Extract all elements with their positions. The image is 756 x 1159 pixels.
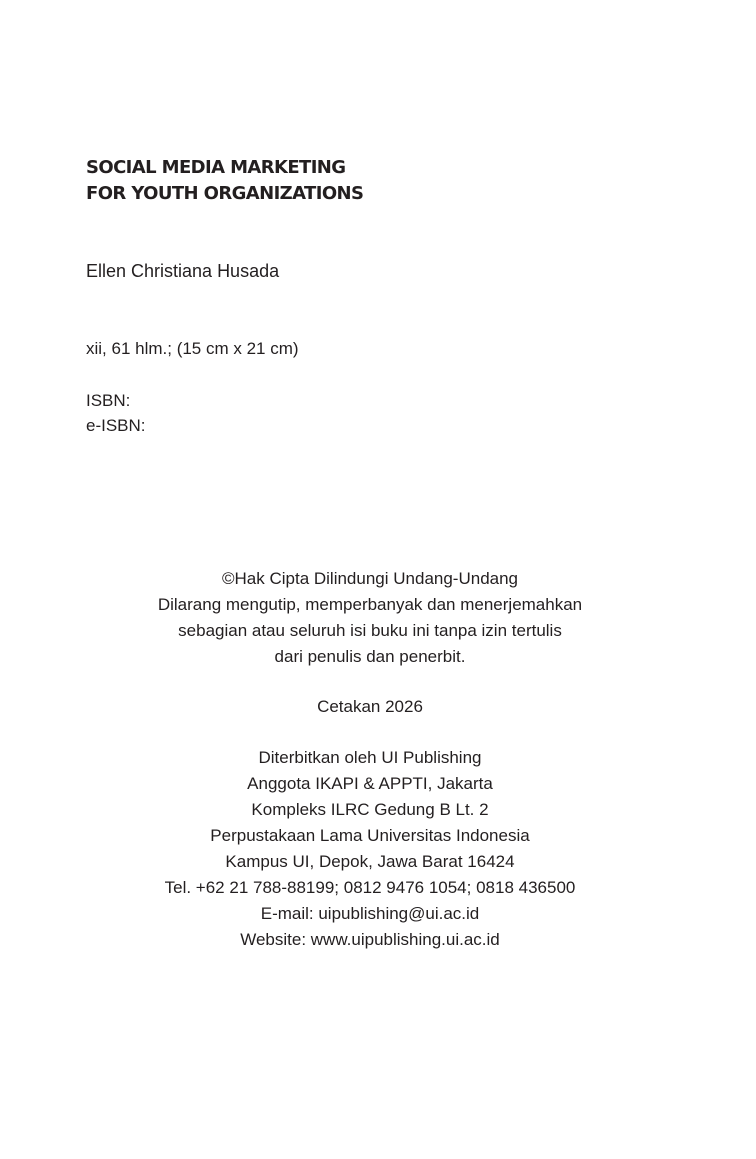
copyright-line-2: Dilarang mengutip, memperbanyak dan menerjemahkan — [157, 595, 583, 614]
publisher-line-3: Kompleks ILRC Gedung B Lt. 2 — [251, 800, 489, 819]
publisher-website: Website: www.uipublishing.ui.ac.id — [240, 930, 500, 949]
publisher-line-4: Perpustakaan Lama Universitas Indonesia — [210, 826, 530, 845]
publisher-block — [0, 745, 740, 953]
book-title — [86, 155, 363, 207]
copyright-line-1: ©Hak Cipta Dilindungi Undang-Undang — [221, 569, 519, 588]
publisher-line-1: Diterbitkan oleh UI Publishing — [258, 748, 482, 767]
isbn-label: ISBN: — [86, 391, 131, 410]
copyright-line-4: dari penulis dan penerbit. — [274, 647, 466, 666]
publisher-line-5: Kampus UI, Depok, Jawa Barat 16424 — [225, 852, 515, 871]
publisher-line-2: Anggota IKAPI & APPTI, Jakarta — [247, 774, 493, 793]
physical-description: xii, 61 hlm.; (15 cm x 21 cm) — [86, 339, 299, 358]
copyright-line-3: sebagian atau seluruh isi buku ini tanpa izin tertulis — [178, 621, 562, 640]
book-title-line-1: SOCIAL MEDIA MARKETING — [86, 157, 346, 178]
publisher-email: E-mail: uipublishing@ui.ac.id — [260, 904, 480, 923]
edition-line: Cetakan 2026 — [317, 697, 423, 716]
book-title-line-2: FOR YOUTH ORGANIZATIONS — [86, 183, 364, 204]
isbn-block — [86, 388, 146, 438]
edition-block — [0, 694, 740, 720]
eisbn-label: e-ISBN: — [86, 416, 146, 435]
copyright-notice — [0, 566, 740, 670]
publisher-phone: Tel. +62 21 788-88199; 0812 9476 1054; 0818 436500 — [164, 878, 576, 897]
author-name: Ellen Christiana Husada — [86, 261, 280, 281]
